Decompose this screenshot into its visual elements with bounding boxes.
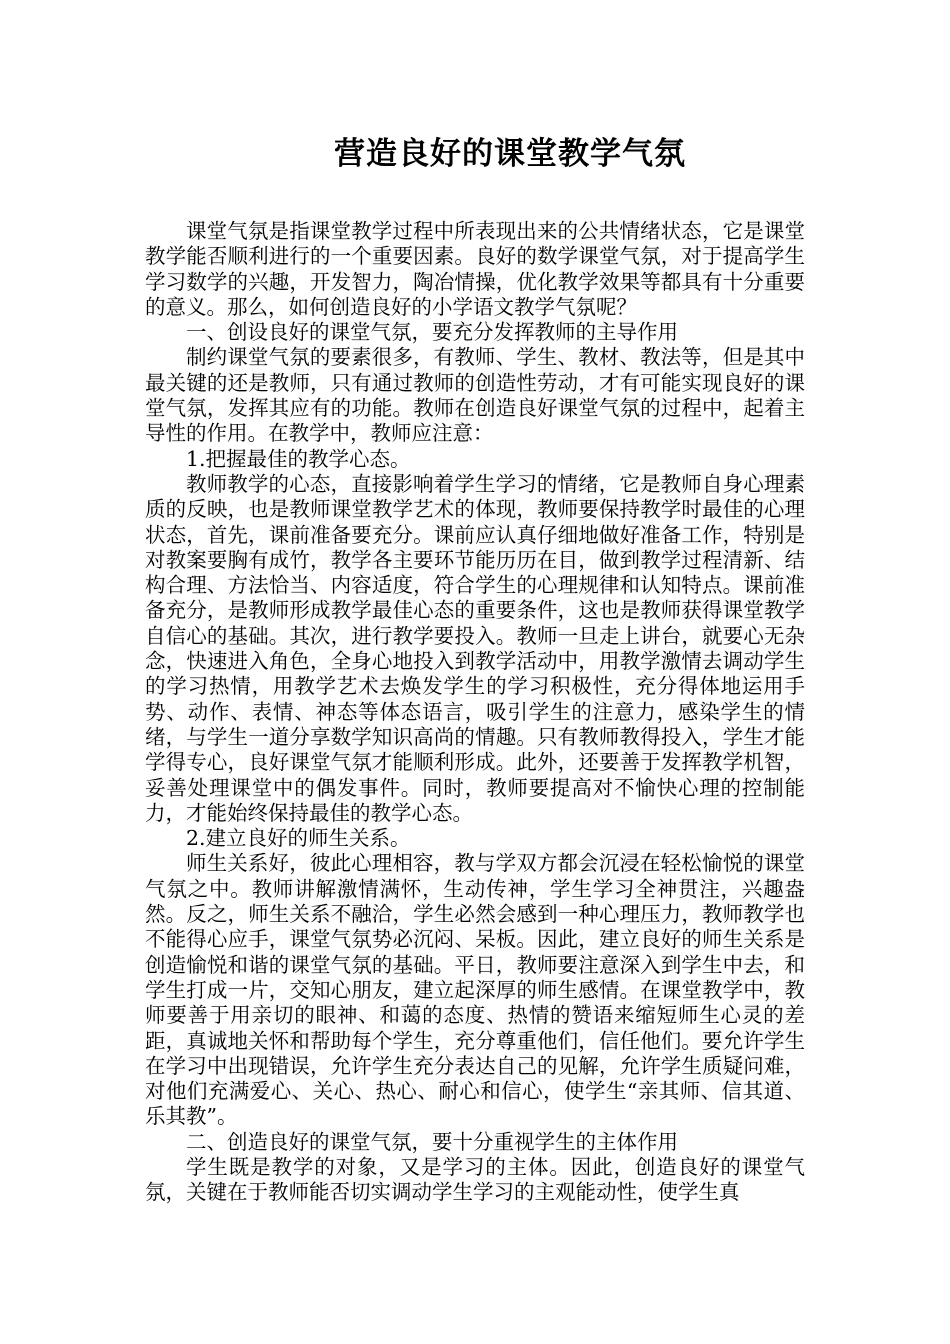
document-title: 营造良好的课堂教学气氛 [334,136,686,172]
subheading-2: 2.建立良好的师生关系。 [186,826,411,851]
paragraph-teaching-mindset: 教师教学的心态，直接影响着学生学习的情绪，它是教师自身心理素质的反映，也是教师课堂教学艺术的体现，教师要保持教学时最佳的心理状态，首先，课前准备要充分。课前应认真仔细地做好准备工作，特别是对教案要胸有成竹，教学各主要环节能历历在目，做到教学过程清新、结构合理、方法恰当、内容适度，符合学生的心理规律和认知特点。课前准备充分，是教师形成教学最佳心态的重要条件，这也是教师获得课堂教学自信心的基础。其次，进行教学要投入。教师一旦走上讲台，就要心无杂念，快速进入角色，全身心地投入到教学活动中，用教学激情去调动学生的学习热情，用教学艺术去焕发学生的学习积极性，充分得体地运用手势、动作、表情、神态等体态语言，吸引学生的注意力，感染学生的情绪，与学生一道分享数学知识高尚的情趣。只有教师教得投入，学生才能学得专心，良好课堂气氛才能顺利形成。此外，还要善于发挥教学机智，妥善处理课堂中的偶发事件。同时，教师要提高对不愉快心理的控制能力，才能始终保持最佳的教学心态。 [145,471,805,825]
subheading-1: 1.把握最佳的教学心态。 [186,446,411,471]
paragraph-intro: 课堂气氛是指课堂教学过程中所表现出来的公共情绪状态，它是课堂教学能否顺利进行的一个重要因素。良好的数学课堂气氛，对于提高学生学习数学的兴趣，开发智力，陶冶情操，优化教学效果等都具有十分重要的意义。那么，如何创造良好的小学语文教学气氛呢？ [145,219,805,319]
section-heading-1: 一、创设良好的课堂气氛，要充分发挥教师的主导作用 [186,320,678,345]
paragraph-section-2: 学生既是教学的对象，又是学习的主体。因此，创造良好的课堂气氛，关键在于教师能否切实调动学生学习的主观能动性，使学生真 [145,1154,805,1205]
document-body [145,219,805,1206]
paragraph-teacher-student-relationship: 师生关系好，彼此心理相容，教与学双方都会沉浸在轻松愉悦的课堂气氛之中。教师讲解激情满怀，生动传神，学生学习全神贯注，兴趣盎然。反之，师生关系不融洽，学生必然会感到一种心理压力，教师教学也不能得心应手，课堂气氛势必沉闷、呆板。因此，建立良好的师生关系是创造愉悦和谐的课堂气氛的基础。平日，教师要注意深入到学生中去，和学生打成一片，交知心朋友，建立起深厚的师生感情。在课堂教学中，教师要善于用亲切的眼神、和蔼的态度、热情的赞语来缩短师生心灵的差距，真诚地关怀和帮助每个学生，充分尊重他们，信任他们。要允许学生在学习中出现错误，允许学生充分表达自己的见解，允许学生质疑问难，对他们充满爱心、关心、热心、耐心和信心，使学生“亲其师、信其道、乐其教”。 [145,851,805,1129]
section-heading-2: 二、创造良好的课堂气氛，要十分重视学生的主体作用 [186,1129,678,1154]
paragraph-section-1: 制约课堂气氛的要素很多，有教师、学生、教材、教法等，但是其中最关键的还是教师，只有通过教师的创造性劳动，才有可能实现良好的课堂气氛，发挥其应有的功能。教师在创造良好课堂气氛的过程中，起着主导性的作用。在教学中，教师应注意： [145,345,805,446]
